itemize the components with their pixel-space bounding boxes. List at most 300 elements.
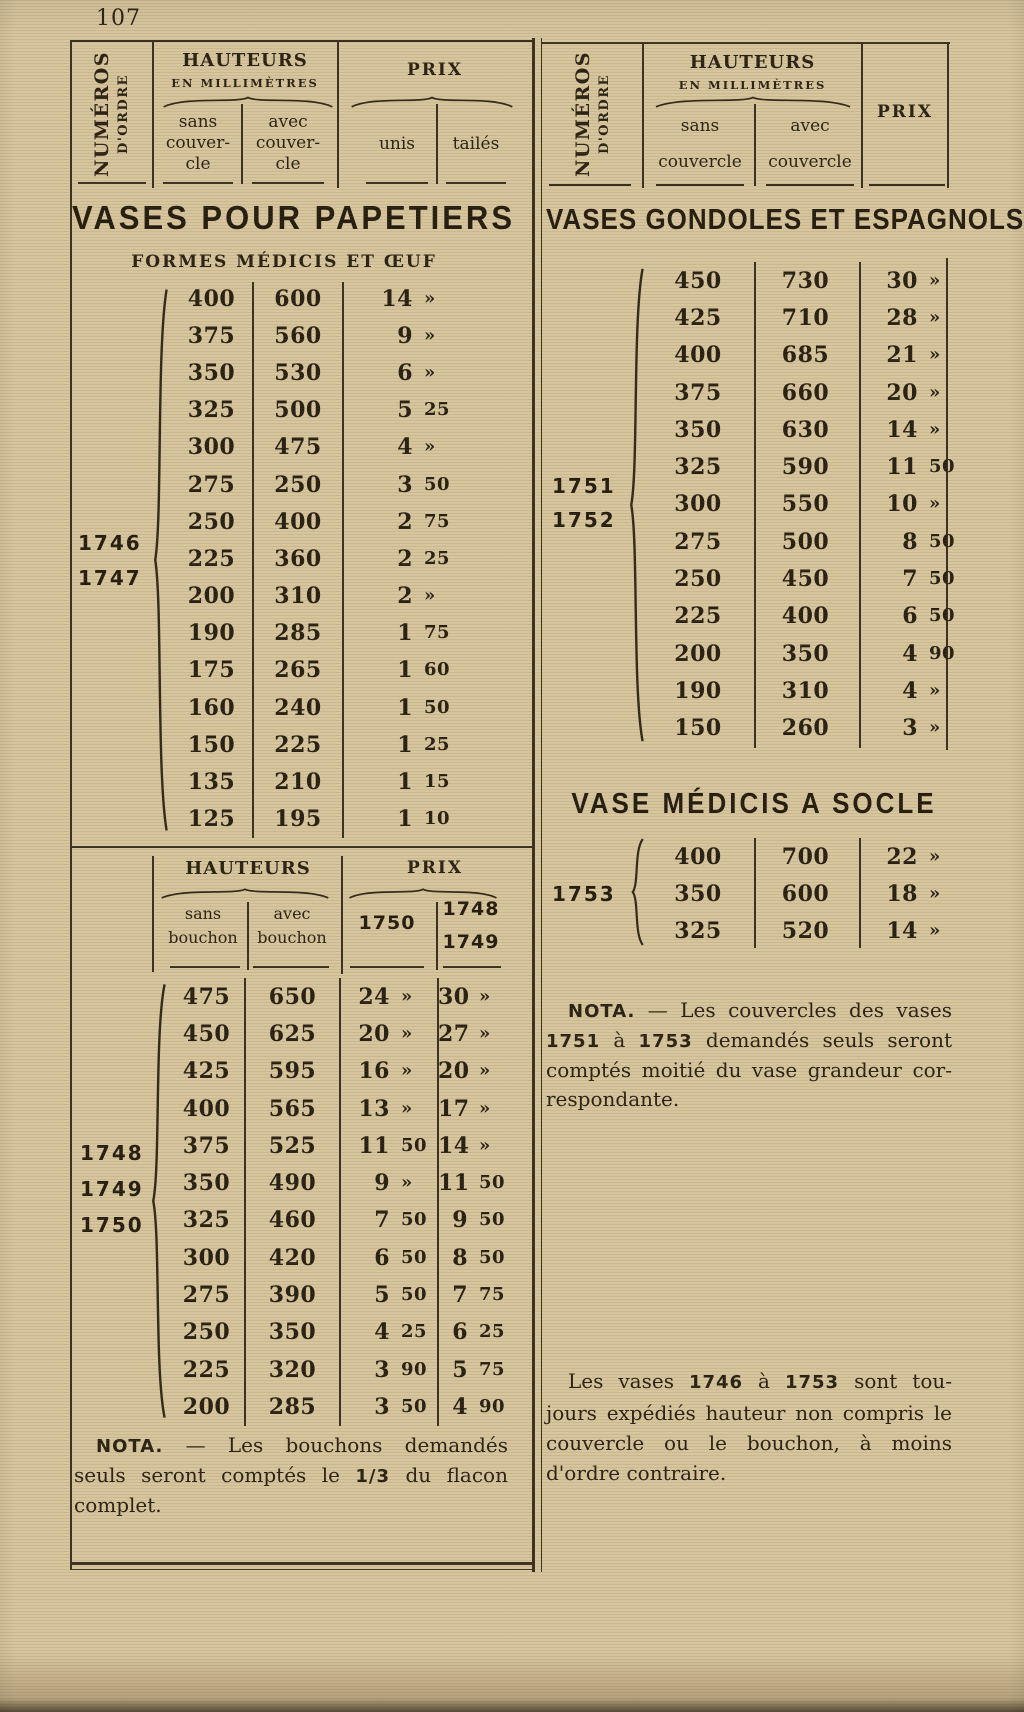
table-cell: 25 xyxy=(424,733,451,755)
table-cell: 4 xyxy=(374,1319,390,1346)
table-cell: 3 xyxy=(902,715,918,742)
table-row xyxy=(643,838,950,875)
table-cell: 250 xyxy=(187,508,236,535)
table-cell: » xyxy=(401,1172,413,1194)
table-cell: » xyxy=(401,1060,413,1082)
table-row xyxy=(168,978,510,1015)
nota-line xyxy=(74,1431,508,1461)
table-cell: » xyxy=(479,1097,491,1119)
table-cell: 350 xyxy=(781,640,830,667)
table-cell: » xyxy=(929,717,941,739)
table-row xyxy=(643,523,956,560)
table-cell: 11 xyxy=(358,1132,390,1159)
table-cell: » xyxy=(424,436,436,458)
table-cell: » xyxy=(424,287,436,309)
text-segment: respondante. xyxy=(546,1087,680,1111)
vases-papetiers-table xyxy=(170,280,463,838)
table-cell: 75 xyxy=(424,510,451,532)
table-cell: 3 xyxy=(397,471,413,498)
table-cell: 11 xyxy=(438,1170,470,1197)
table-cell: 14 xyxy=(381,285,413,312)
table-cell: 300 xyxy=(182,1244,231,1271)
table-cell: 400 xyxy=(674,342,722,369)
table-cell: 560 xyxy=(274,322,322,349)
table-cell: 6 xyxy=(374,1244,390,1271)
text-segment: comptés moitié du vase grandeur cor- xyxy=(546,1058,952,1082)
table-cell: 275 xyxy=(674,528,722,555)
table-cell: 4 xyxy=(397,434,413,461)
table-cell: 90 xyxy=(479,1395,506,1417)
table-cell: 350 xyxy=(187,359,236,386)
label-line: cle xyxy=(185,154,211,174)
text-segment: à xyxy=(743,1369,785,1393)
section-title-vase-medicis-socle: VASE MÉDICIS A SOCLE xyxy=(571,786,937,820)
catalog-number: NOTA. xyxy=(568,1001,636,1022)
table-cell: 375 xyxy=(674,379,722,406)
left-hauteurs-title: HAUTEURS xyxy=(182,50,308,71)
table-row xyxy=(168,1276,510,1313)
lt2-col-1748: 1748 xyxy=(442,898,500,920)
table-cell: 6 xyxy=(452,1319,468,1346)
table-row xyxy=(170,689,463,726)
table-row xyxy=(643,598,956,635)
left-col-sans-couvercle xyxy=(158,112,238,175)
label-line: couvercle xyxy=(768,152,852,172)
right-nota-paragraph xyxy=(546,996,952,1114)
table-row xyxy=(170,392,463,429)
table-cell: » xyxy=(929,882,941,904)
table-cell: 90 xyxy=(401,1358,428,1380)
ordre-label: D'ORDRE xyxy=(597,74,613,154)
table-cell: 400 xyxy=(187,285,236,312)
table-row xyxy=(643,875,950,912)
table-cell: 60 xyxy=(424,659,451,681)
label-line: cle xyxy=(275,154,301,174)
table-cell: 30 xyxy=(886,267,918,294)
table-cell: » xyxy=(401,1097,413,1119)
table-cell: 2 xyxy=(397,583,413,610)
table-cell: 1 xyxy=(397,694,413,721)
section-title-vases-gondoles: VASES GONDOLES ET ESPAGNOLS xyxy=(546,202,1024,236)
table-row xyxy=(170,615,463,652)
table-cell: 685 xyxy=(781,342,830,369)
numeros-ordre-label xyxy=(91,51,131,177)
label-line: avec xyxy=(268,112,308,132)
table-cell: 2 xyxy=(397,545,413,572)
table-cell: 50 xyxy=(401,1246,428,1268)
table-cell: » xyxy=(929,381,941,403)
table-cell: 300 xyxy=(187,434,236,461)
table-cell: 50 xyxy=(929,568,956,590)
table-row xyxy=(643,262,950,299)
table-row xyxy=(170,354,463,391)
table-cell: 700 xyxy=(781,843,830,870)
table-cell: 50 xyxy=(401,1284,428,1306)
table-cell: 200 xyxy=(674,640,722,667)
table-cell: 475 xyxy=(182,983,231,1010)
table-cell: 400 xyxy=(674,843,722,870)
table-cell: 225 xyxy=(187,545,236,572)
order-number-1746: 1746 xyxy=(78,531,142,555)
brace-horizontal-left-hauteurs xyxy=(162,94,334,108)
table-cell: 50 xyxy=(929,605,956,627)
table-cell: 5 xyxy=(374,1282,390,1309)
table-cell: 13 xyxy=(358,1095,390,1122)
table-cell: » xyxy=(929,306,941,328)
table-cell: 175 xyxy=(187,657,236,684)
table-row xyxy=(170,726,463,763)
table-cell: 325 xyxy=(187,397,236,424)
table-cell: 710 xyxy=(781,304,830,331)
table-cell: 14 xyxy=(886,917,918,944)
table-row xyxy=(643,299,950,336)
text-segment: sont tou- xyxy=(839,1369,952,1393)
table-row xyxy=(170,317,463,354)
catalog-number: 1746 xyxy=(688,1372,744,1393)
section-subtitle-formes-medicis: FORMES MÉDICIS ET ŒUF xyxy=(131,252,437,272)
table-cell: 25 xyxy=(424,547,451,569)
order-number-1753: 1753 xyxy=(552,882,616,906)
table-row xyxy=(643,710,950,747)
table-cell: 500 xyxy=(781,528,830,555)
rule-left-tables-separator xyxy=(70,846,534,848)
table-cell: 24 xyxy=(358,983,390,1010)
nota-line xyxy=(546,1026,952,1056)
brace-horizontal-right-hauteurs xyxy=(654,94,852,108)
left-nota-paragraph xyxy=(74,1431,508,1520)
table-cell: 18 xyxy=(886,880,918,907)
text-segment: à xyxy=(600,1028,639,1052)
brace-numeros-1748-1750 xyxy=(149,980,166,1422)
table-cell: 75 xyxy=(479,1284,506,1306)
rule-lh-u-tailes xyxy=(446,182,506,184)
table-cell: 250 xyxy=(274,471,322,498)
table-cell: 260 xyxy=(781,715,830,742)
table-cell: 475 xyxy=(274,434,322,461)
table-cell: 7 xyxy=(452,1282,468,1309)
order-number-1751: 1751 xyxy=(552,474,616,498)
lt2-col-1750: 1750 xyxy=(358,912,416,934)
table-row xyxy=(170,540,463,577)
table-cell: 625 xyxy=(268,1020,317,1047)
table-cell: 22 xyxy=(886,843,918,870)
table-row xyxy=(643,486,950,523)
left-hauteurs-subtitle: EN MILLIMÈTRES xyxy=(171,76,319,90)
table-row xyxy=(643,672,950,709)
table-cell: 28 xyxy=(886,304,918,331)
table-cell: 8 xyxy=(452,1244,468,1271)
table-cell: 325 xyxy=(674,454,722,481)
table-cell: 150 xyxy=(187,731,236,758)
table-cell: » xyxy=(479,985,491,1007)
table-cell: 1 xyxy=(397,806,413,833)
footer-line xyxy=(546,1428,952,1458)
text-segment: du flacon xyxy=(390,1463,508,1487)
table-cell: 350 xyxy=(268,1319,317,1346)
table-cell: 25 xyxy=(424,399,451,421)
lt2-col-avec-bouchon xyxy=(250,902,334,950)
rule-lh-u-unis xyxy=(366,182,428,184)
table-cell: 275 xyxy=(187,471,236,498)
order-number-1749: 1749 xyxy=(80,1177,144,1201)
table-cell: » xyxy=(479,1060,491,1082)
table-cell: 320 xyxy=(268,1356,317,1383)
label-line: sans xyxy=(680,116,720,136)
table-cell: » xyxy=(929,418,941,440)
order-number-1750: 1750 xyxy=(80,1213,144,1237)
rule-left-bottom-a xyxy=(70,1562,534,1565)
label-line: sans xyxy=(184,904,222,923)
table-row xyxy=(168,1127,510,1164)
table-cell: 210 xyxy=(274,769,322,796)
table-cell: » xyxy=(929,679,941,701)
text-segment: jours expédiés hauteur non compris le xyxy=(546,1401,952,1425)
table-cell: 525 xyxy=(268,1132,317,1159)
table-cell: 1 xyxy=(397,769,413,796)
table-cell: » xyxy=(929,344,941,366)
table-cell: 150 xyxy=(674,715,722,742)
flacons-table xyxy=(168,978,510,1426)
table-cell: » xyxy=(929,269,941,291)
table-cell: 8 xyxy=(902,528,918,555)
rule-lt2h-left xyxy=(152,856,154,972)
table-cell: 565 xyxy=(268,1095,317,1122)
table-row xyxy=(168,1314,510,1351)
rule-lt2-u-1750 xyxy=(350,966,424,968)
table-row xyxy=(168,1090,510,1127)
table-row xyxy=(643,635,956,672)
table-cell: 27 xyxy=(438,1020,470,1047)
table-cell: 375 xyxy=(187,322,236,349)
table-cell: 50 xyxy=(479,1246,506,1268)
lt2-hauteurs-title: HAUTEURS xyxy=(185,858,311,879)
label-line: couver- xyxy=(165,133,231,153)
table-cell: 16 xyxy=(358,1058,390,1085)
table-row xyxy=(168,1053,510,1090)
table-cell: 520 xyxy=(781,917,830,944)
text-segment: Les vases xyxy=(568,1369,689,1393)
table-row xyxy=(643,411,950,448)
table-row xyxy=(643,560,956,597)
right-col-sans-couvercle xyxy=(650,108,750,180)
page-number: 107 xyxy=(96,6,141,31)
table-cell: » xyxy=(401,985,413,1007)
lt2-col-1749: 1749 xyxy=(442,931,500,953)
table-cell: 310 xyxy=(274,583,322,610)
section-title-vases-papetiers: VASES POUR PAPETIERS xyxy=(72,198,515,237)
label-line: couver- xyxy=(255,133,321,153)
table-row xyxy=(168,1388,510,1425)
table-cell: 75 xyxy=(479,1358,506,1380)
table-cell: 390 xyxy=(268,1282,317,1309)
table-cell: 360 xyxy=(274,545,322,572)
table-cell: 1 xyxy=(397,620,413,647)
rule-lt2-u-avec xyxy=(253,966,329,968)
rule-lt2-u-sans xyxy=(170,966,240,968)
label-line: avec xyxy=(790,116,830,136)
table-cell: 50 xyxy=(479,1172,506,1194)
numeros-ordre-label xyxy=(572,51,612,177)
rule-rh-u-numeros xyxy=(549,184,631,186)
rule-left-outer-border xyxy=(70,40,72,1570)
right-prix-title: PRIX xyxy=(876,102,934,122)
rule-rh-sub xyxy=(754,104,756,186)
left-col-unis: unis xyxy=(378,134,416,154)
table-cell: 17 xyxy=(438,1095,470,1122)
label-line: bouchon xyxy=(168,928,238,947)
brace-numeros-1746-1747 xyxy=(151,284,168,836)
rule-center-divider-a xyxy=(532,38,535,1572)
table-cell: 50 xyxy=(401,1134,428,1156)
table-cell: 600 xyxy=(274,285,322,312)
table-cell: 25 xyxy=(479,1321,506,1343)
table-cell: 225 xyxy=(274,731,322,758)
label-line: couvercle xyxy=(658,152,742,172)
table-row xyxy=(643,337,950,374)
table-cell: 375 xyxy=(182,1132,231,1159)
table-cell: 5 xyxy=(397,397,413,424)
table-cell: » xyxy=(929,493,941,515)
table-cell: 600 xyxy=(781,880,830,907)
rule-rh-u-prix xyxy=(869,184,945,186)
order-number-1748: 1748 xyxy=(80,1141,144,1165)
table-cell: 4 xyxy=(902,677,918,704)
nota-line xyxy=(74,1491,508,1520)
left-prix-title: PRIX xyxy=(406,60,464,80)
table-row xyxy=(170,801,463,838)
table-row xyxy=(170,652,463,689)
table-cell: 7 xyxy=(902,566,918,593)
table-cell: 4 xyxy=(902,640,918,667)
table-cell: 10 xyxy=(886,491,918,518)
right-hauteurs-subtitle: EN MILLIMÈTRES xyxy=(678,78,827,92)
table-cell: 190 xyxy=(674,677,722,704)
rule-lt2-u-1748 xyxy=(443,966,501,968)
table-row xyxy=(168,1164,510,1201)
numeros-label: NUMÉROS xyxy=(572,50,595,178)
table-cell: 6 xyxy=(902,603,918,630)
table-cell: 50 xyxy=(401,1209,428,1231)
left-col-avec-couvercle xyxy=(246,112,330,175)
table-cell: 450 xyxy=(781,566,830,593)
table-cell: » xyxy=(929,919,941,941)
text-segment: couvercle ou le bouchon, à moins xyxy=(546,1431,952,1455)
table-cell: 9 xyxy=(374,1170,390,1197)
table-cell: 400 xyxy=(274,508,322,535)
table-cell: 160 xyxy=(187,694,236,721)
table-row xyxy=(170,503,463,540)
text-segment: d'ordre contraire. xyxy=(546,1461,727,1485)
table-cell: 460 xyxy=(268,1207,317,1234)
table-cell: 15 xyxy=(424,771,451,793)
brace-numeros-1753 xyxy=(629,838,644,946)
table-row xyxy=(643,448,956,485)
table-row xyxy=(170,578,463,615)
table-cell: 275 xyxy=(182,1282,231,1309)
table-cell: 5 xyxy=(452,1356,468,1383)
table-cell: 20 xyxy=(438,1058,470,1085)
table-cell: 350 xyxy=(674,880,722,907)
table-row xyxy=(168,1202,510,1239)
table-cell: » xyxy=(424,324,436,346)
nota-line xyxy=(74,1461,508,1491)
table-cell: 1 xyxy=(397,731,413,758)
text-segment: — Les bouchons demandés xyxy=(163,1433,508,1457)
table-cell: 14 xyxy=(886,416,918,443)
table-cell: 225 xyxy=(182,1356,231,1383)
table-cell: 285 xyxy=(268,1393,317,1420)
table-cell: 650 xyxy=(268,983,317,1010)
lt2-prix-title: PRIX xyxy=(406,858,464,878)
catalog-number: NOTA. xyxy=(96,1436,164,1457)
nota-line xyxy=(546,1085,952,1114)
left-header-numeros-cell xyxy=(70,42,152,186)
table-cell: 240 xyxy=(274,694,322,721)
table-cell: 265 xyxy=(274,657,322,684)
table-cell: 550 xyxy=(781,491,830,518)
table-cell: 350 xyxy=(182,1170,231,1197)
table-cell: 225 xyxy=(674,603,722,630)
vases-gondoles-table xyxy=(643,262,956,747)
table-cell: 50 xyxy=(424,473,451,495)
table-cell: 630 xyxy=(781,416,830,443)
rule-lh-sub1 xyxy=(241,104,243,184)
rule-lh-u-avec xyxy=(252,182,324,184)
ordre-label: D'ORDRE xyxy=(116,74,132,154)
table-cell: 6 xyxy=(397,359,413,386)
brace-horizontal-lt2-hauteurs xyxy=(160,886,330,899)
table-cell: 3 xyxy=(374,1393,390,1420)
table-cell: 590 xyxy=(781,454,830,481)
table-cell: 30 xyxy=(438,983,470,1010)
table-cell: 50 xyxy=(929,456,956,478)
right-header-numeros-cell xyxy=(543,44,641,184)
catalog-number: 1753 xyxy=(784,1372,840,1393)
table-row xyxy=(643,912,950,949)
label-line: avec xyxy=(273,904,311,923)
footer-line xyxy=(546,1398,952,1428)
table-cell: 25 xyxy=(401,1321,428,1343)
order-number-1747: 1747 xyxy=(78,566,142,590)
right-hauteurs-title: HAUTEURS xyxy=(689,52,816,73)
table-cell: 595 xyxy=(268,1058,317,1085)
table-cell: » xyxy=(424,585,436,607)
text-segment: demandés seuls seront xyxy=(692,1028,952,1052)
rule-lt2h-mid xyxy=(341,856,343,974)
table-cell: 500 xyxy=(274,397,322,424)
table-cell: 14 xyxy=(438,1132,470,1159)
table-cell: 2 xyxy=(397,508,413,535)
nota-line xyxy=(546,1056,952,1085)
table-cell: 75 xyxy=(424,622,451,644)
table-row xyxy=(168,1239,510,1276)
table-cell: 325 xyxy=(674,917,722,944)
table-cell: 10 xyxy=(424,808,451,830)
table-row xyxy=(168,1015,510,1052)
table-cell: 1 xyxy=(397,657,413,684)
right-col-avec-couvercle xyxy=(760,108,860,180)
table-cell: » xyxy=(424,361,436,383)
catalog-number: 1/3 xyxy=(355,1466,391,1487)
catalog-number: 1753 xyxy=(638,1031,693,1052)
catalog-number: 1751 xyxy=(546,1031,601,1052)
rule-left-bottom-b xyxy=(70,1569,534,1570)
table-cell: 3 xyxy=(374,1356,390,1383)
table-cell: 125 xyxy=(187,806,236,833)
left-col-tailes: tailés xyxy=(452,134,500,154)
rule-rh-u-avec xyxy=(766,184,854,186)
table-cell: 200 xyxy=(182,1393,231,1420)
